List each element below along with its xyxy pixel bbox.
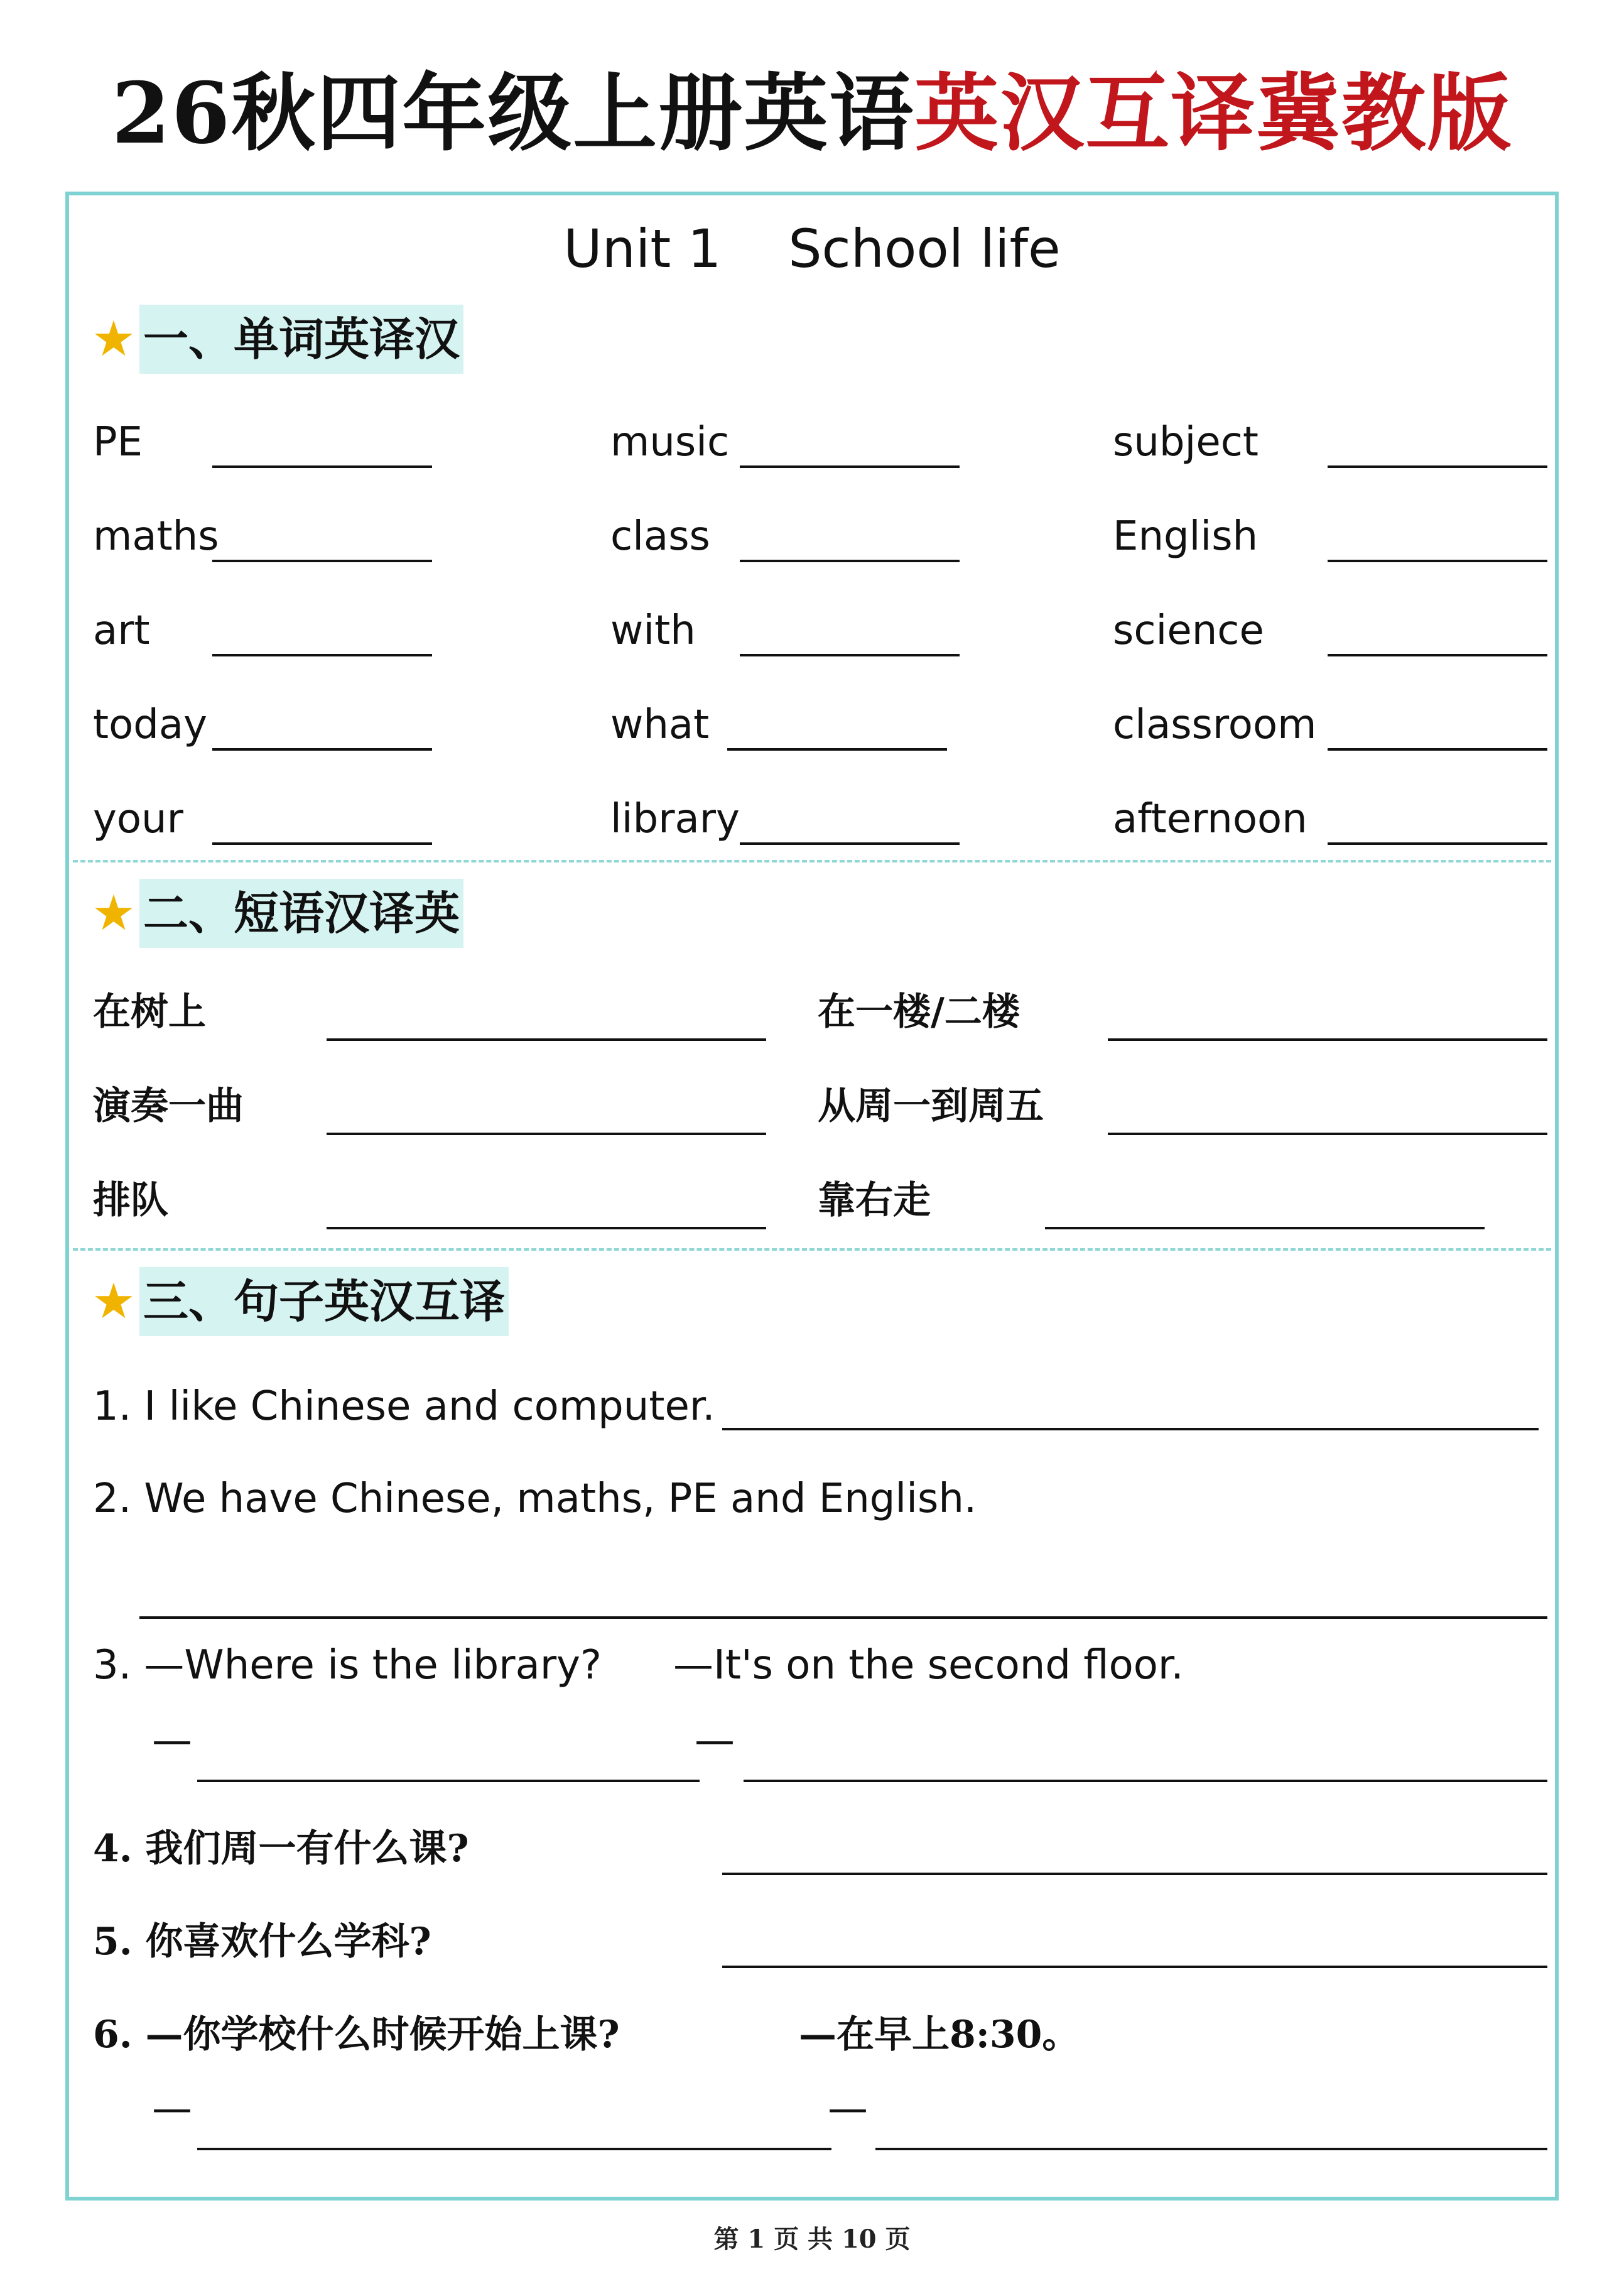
- answer-line[interactable]: [740, 465, 960, 468]
- dash-mark: —: [828, 2086, 868, 2132]
- answer-line[interactable]: [1328, 842, 1547, 845]
- phrase-keep-right: 靠右走: [818, 1178, 931, 1222]
- section-words-label: 一、单词英译汉: [139, 305, 463, 374]
- answer-line[interactable]: [327, 1227, 766, 1229]
- dash-mark: —: [152, 2086, 192, 2132]
- answer-line[interactable]: [722, 1428, 1539, 1430]
- section-divider: [73, 860, 1551, 862]
- word-afternoon: afternoon: [1113, 796, 1307, 842]
- word-subject: subject: [1113, 419, 1259, 465]
- page-footer: 第 1 页 共 10 页: [713, 2224, 911, 2254]
- section-divider: [73, 1248, 1551, 1251]
- unit-title: Unit 1 School life: [563, 218, 1061, 280]
- word-english: English: [1113, 513, 1259, 560]
- answer-line[interactable]: [212, 560, 432, 562]
- word-pe: PE: [93, 419, 143, 465]
- page-title: [0, 60, 1624, 166]
- sentence-5: 5. 你喜欢什么学科?: [93, 1920, 431, 1964]
- answer-line[interactable]: [1108, 1038, 1547, 1041]
- answer-line[interactable]: [327, 1038, 766, 1041]
- answer-line[interactable]: [197, 2148, 831, 2150]
- sentence-3-question: 3. —Where is the library?: [93, 1642, 602, 1689]
- word-class: class: [610, 513, 710, 560]
- word-music: music: [610, 419, 730, 465]
- dash-mark: —: [152, 1717, 192, 1764]
- title-highlight: 英汉互译冀教版: [914, 63, 1513, 163]
- answer-line[interactable]: [327, 1133, 766, 1135]
- section-phrases-label: 二、短语汉译英: [139, 879, 463, 948]
- worksheet-frame: [65, 192, 1559, 2201]
- sentence-2: 2. We have Chinese, maths, PE and English.: [93, 1476, 977, 1522]
- answer-line[interactable]: [1108, 1133, 1547, 1135]
- answer-line[interactable]: [722, 1966, 1547, 1968]
- word-art: art: [93, 607, 150, 654]
- word-maths: maths: [93, 513, 219, 560]
- title-main: 26秋四年级上册英语: [111, 63, 915, 163]
- answer-line[interactable]: [1328, 560, 1547, 562]
- sentence-1: 1. I like Chinese and computer.: [93, 1383, 715, 1430]
- dash-mark: —: [695, 1717, 735, 1764]
- word-today: today: [93, 702, 207, 748]
- phrase-monday-to-friday: 从周一到周五: [818, 1084, 1044, 1128]
- star-icon: ★: [92, 1273, 136, 1330]
- star-icon: ★: [92, 885, 136, 942]
- answer-line[interactable]: [744, 1780, 1547, 1782]
- sentence-3-answer: —It's on the second floor.: [673, 1642, 1184, 1689]
- word-classroom: classroom: [1113, 702, 1317, 748]
- word-with: with: [610, 607, 696, 654]
- word-library: library: [610, 796, 740, 842]
- word-what: what: [610, 702, 710, 748]
- phrase-line-up: 排队: [93, 1178, 168, 1222]
- sentence-4: 4. 我们周一有什么课?: [93, 1827, 469, 1871]
- word-your: your: [93, 796, 183, 842]
- word-science: science: [1113, 607, 1264, 654]
- star-icon: ★: [92, 311, 136, 367]
- answer-line[interactable]: [1328, 654, 1547, 656]
- answer-line[interactable]: [740, 560, 960, 562]
- answer-line[interactable]: [212, 654, 432, 656]
- answer-line[interactable]: [740, 654, 960, 656]
- answer-line[interactable]: [1045, 1227, 1485, 1229]
- answer-line[interactable]: [197, 1780, 700, 1782]
- answer-line[interactable]: [1328, 465, 1547, 468]
- answer-line[interactable]: [139, 1616, 1547, 1619]
- phrase-in-the-tree: 在树上: [93, 990, 206, 1034]
- answer-line[interactable]: [212, 842, 432, 845]
- answer-line[interactable]: [212, 465, 432, 468]
- section-sentences-label: 三、句子英汉互译: [139, 1267, 509, 1336]
- phrase-on-floor: 在一楼/二楼: [818, 990, 1020, 1034]
- answer-line[interactable]: [722, 1873, 1547, 1875]
- answer-line[interactable]: [875, 2148, 1547, 2150]
- sentence-6-question: 6. —你学校什么时候开始上课?: [93, 2013, 620, 2057]
- sentence-6-answer: —在早上8:30。: [799, 2013, 1080, 2057]
- answer-line[interactable]: [727, 748, 947, 751]
- answer-line[interactable]: [1328, 748, 1547, 751]
- phrase-play-a-tune: 演奏一曲: [93, 1084, 244, 1128]
- answer-line[interactable]: [740, 842, 960, 845]
- answer-line[interactable]: [212, 748, 432, 751]
